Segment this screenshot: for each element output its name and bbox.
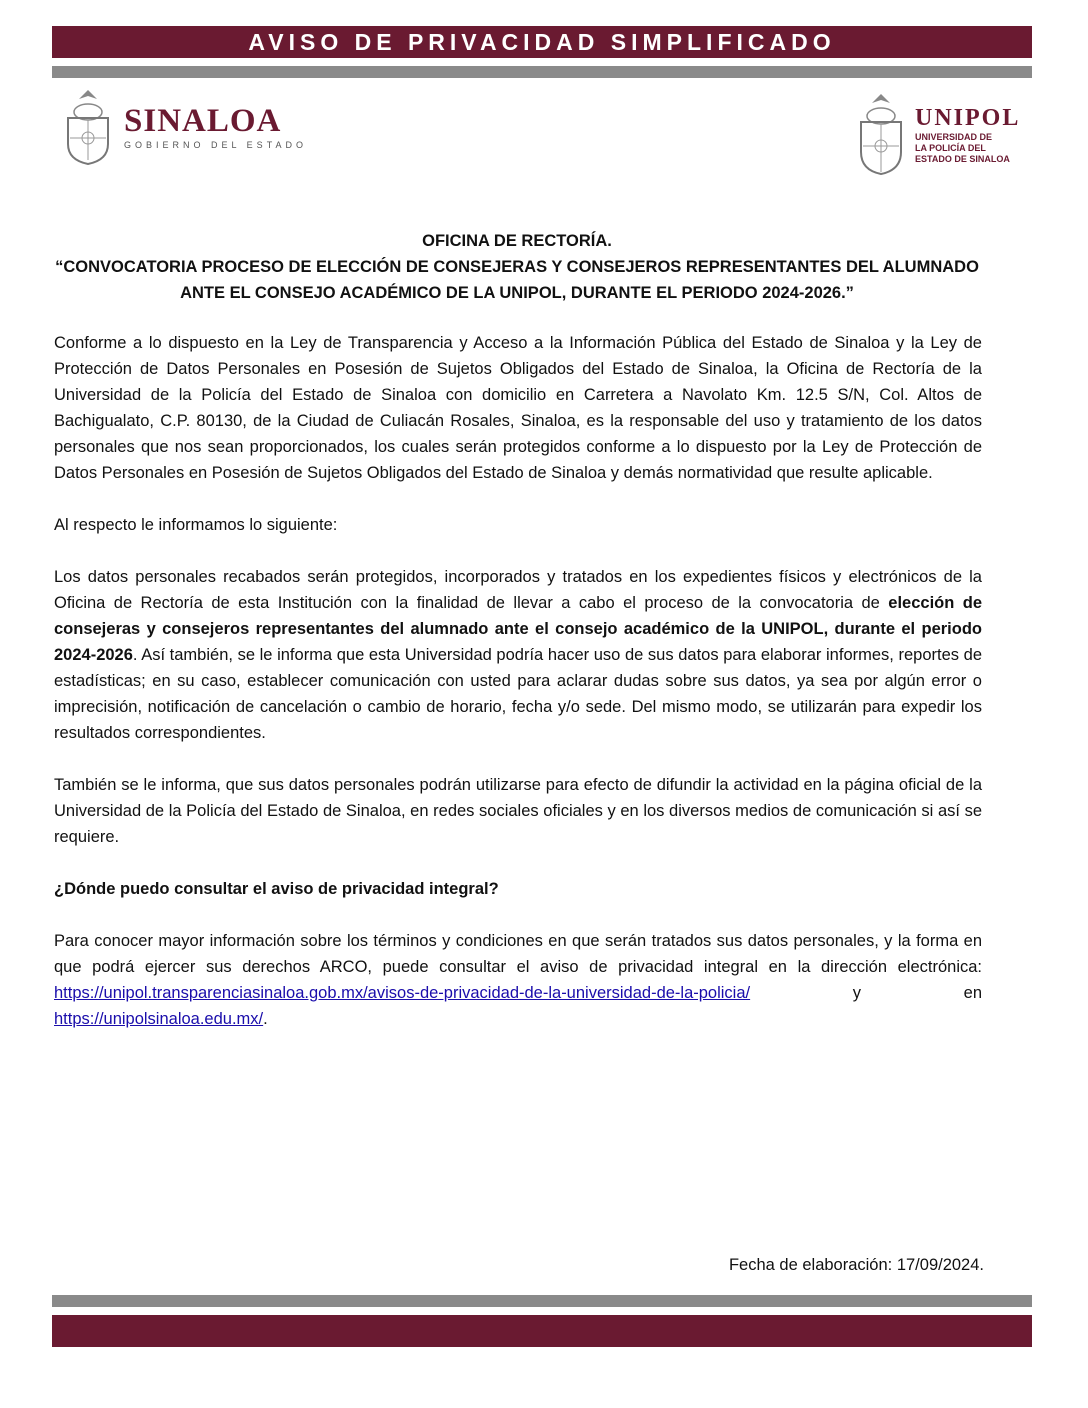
sinaloa-logo-subtitle: GOBIERNO DEL ESTADO xyxy=(124,140,308,150)
document-heading xyxy=(52,228,982,306)
sinaloa-logo xyxy=(62,88,307,166)
consult-text: Para conocer mayor información sobre los términos y condiciones en que serán tratados sus datos personales, y la forma en que podrá ejercer sus derechos ARCO, puede consultar el aviso de privacidad integral en la dirección electrónica: xyxy=(54,932,982,976)
top-divider xyxy=(52,66,1032,78)
unipol-logo-subtitle xyxy=(915,132,1020,165)
link-transparency-portal[interactable]: https://unipol.transparenciasinaloa.gob.mx/avisos-de-privacidad-de-la-universidad-de-la-policia/ xyxy=(54,984,751,1002)
office-title: OFICINA DE RECTORÍA. xyxy=(422,232,612,250)
purpose-text-start: Los datos personales recabados serán protegidos, incorporados y tratados en los expedientes físicos y electrónicos de la Oficina de Rectoría de esta Institución con la finalidad de llevar a cabo el proceso de la convocatoria de xyxy=(54,568,982,612)
elaboration-date: Fecha de elaboración: 17/09/2024. xyxy=(728,1256,984,1274)
paragraph-dissemination: También se le informa, que sus datos personales podrán utilizarse para efecto de difundir la actividad en la página oficial de la Universidad de la Policía del Estado de Sinaloa, en redes sociales oficiales y en los diversos medios de comunicación si así se requiere. xyxy=(54,776,982,846)
paragraph-legal-basis: Conforme a lo dispuesto en la Ley de Transparencia y Acceso a la Información Pública del Estado de Sinaloa y la Ley de Protección de Datos Personales en Posesión de Sujetos Obligados del Estado de Sinaloa, la Oficina de Rectoría de la Universidad de la Policía del Estado de Sinaloa con domicilio en Carretera a Navolato Km. 12.5 S/N, Col. Altos de Bachigualato, C.P. 80130, de la Ciudad de Culiacán Rosales, Sinaloa, es la responsable del uso y tratamiento de los datos personales que nos sean proporcionados, los cuales serán protegidos conforme a lo dispuesto por la Ley de Protección de Datos Personales en Posesión de Sujetos Obligados del Estado de Sinaloa y demás normatividad que resulte aplicable. xyxy=(54,334,982,482)
document-title: AVISO DE PRIVACIDAD SIMPLIFICADO xyxy=(248,28,836,55)
unipol-seal-icon xyxy=(855,92,907,178)
purpose-text-end: . Así también, se le informa que esta Universidad podría hacer uso de sus datos para elaborar informes, reportes de estadísticas; en su caso, establecer comunicación con usted para aclarar dudas sobre sus datos, ya sea por algún error o imprecisión, notificación de cancelación o cambio de horario, fecha y/o sede. Del mismo modo, se utilizarán para expedir los resultados correspondientes. xyxy=(54,646,982,742)
call-title: “CONVOCATORIA PROCESO DE ELECCIÓN DE CONSEJERAS Y CONSEJEROS REPRESENTANTES DEL ALUMNADO ANTE EL CONSEJO ACADÉMICO DE LA UNIPOL, DURANTE EL PERIODO 2024-2026.” xyxy=(55,258,979,302)
unipol-logo-name: UNIPOL xyxy=(915,104,1021,131)
paragraph-intro: Al respecto le informamos lo siguiente: xyxy=(54,516,338,534)
document-body xyxy=(54,330,982,1058)
unipol-sub-line-2: LA POLICÍA DEL xyxy=(915,142,986,153)
consult-connector: y en xyxy=(750,984,982,1002)
link-unipol-site[interactable]: https://unipolsinaloa.edu.mx/ xyxy=(54,1010,264,1028)
unipol-sub-line-3: ESTADO DE SINALOA xyxy=(915,153,1010,164)
section-subtitle: ¿Dónde puedo consultar el aviso de privacidad integral? xyxy=(54,880,499,898)
unipol-logo xyxy=(855,92,1020,178)
paragraph-consult xyxy=(54,928,982,1032)
paragraph-purpose xyxy=(54,564,982,746)
sinaloa-logo-name: SINALOA xyxy=(124,103,282,139)
title-band xyxy=(52,26,1032,58)
consult-end: . xyxy=(263,1010,268,1028)
purpose-emphasis: elección de consejeras y consejeros representantes del alumnado ante el consejo académico de la UNIPOL, durante el periodo 2024-2026 xyxy=(54,594,982,664)
bottom-band xyxy=(52,1315,1032,1347)
sinaloa-seal-icon xyxy=(62,88,114,166)
unipol-sub-line-1: UNIVERSIDAD DE xyxy=(915,131,993,142)
bottom-divider xyxy=(52,1295,1032,1307)
